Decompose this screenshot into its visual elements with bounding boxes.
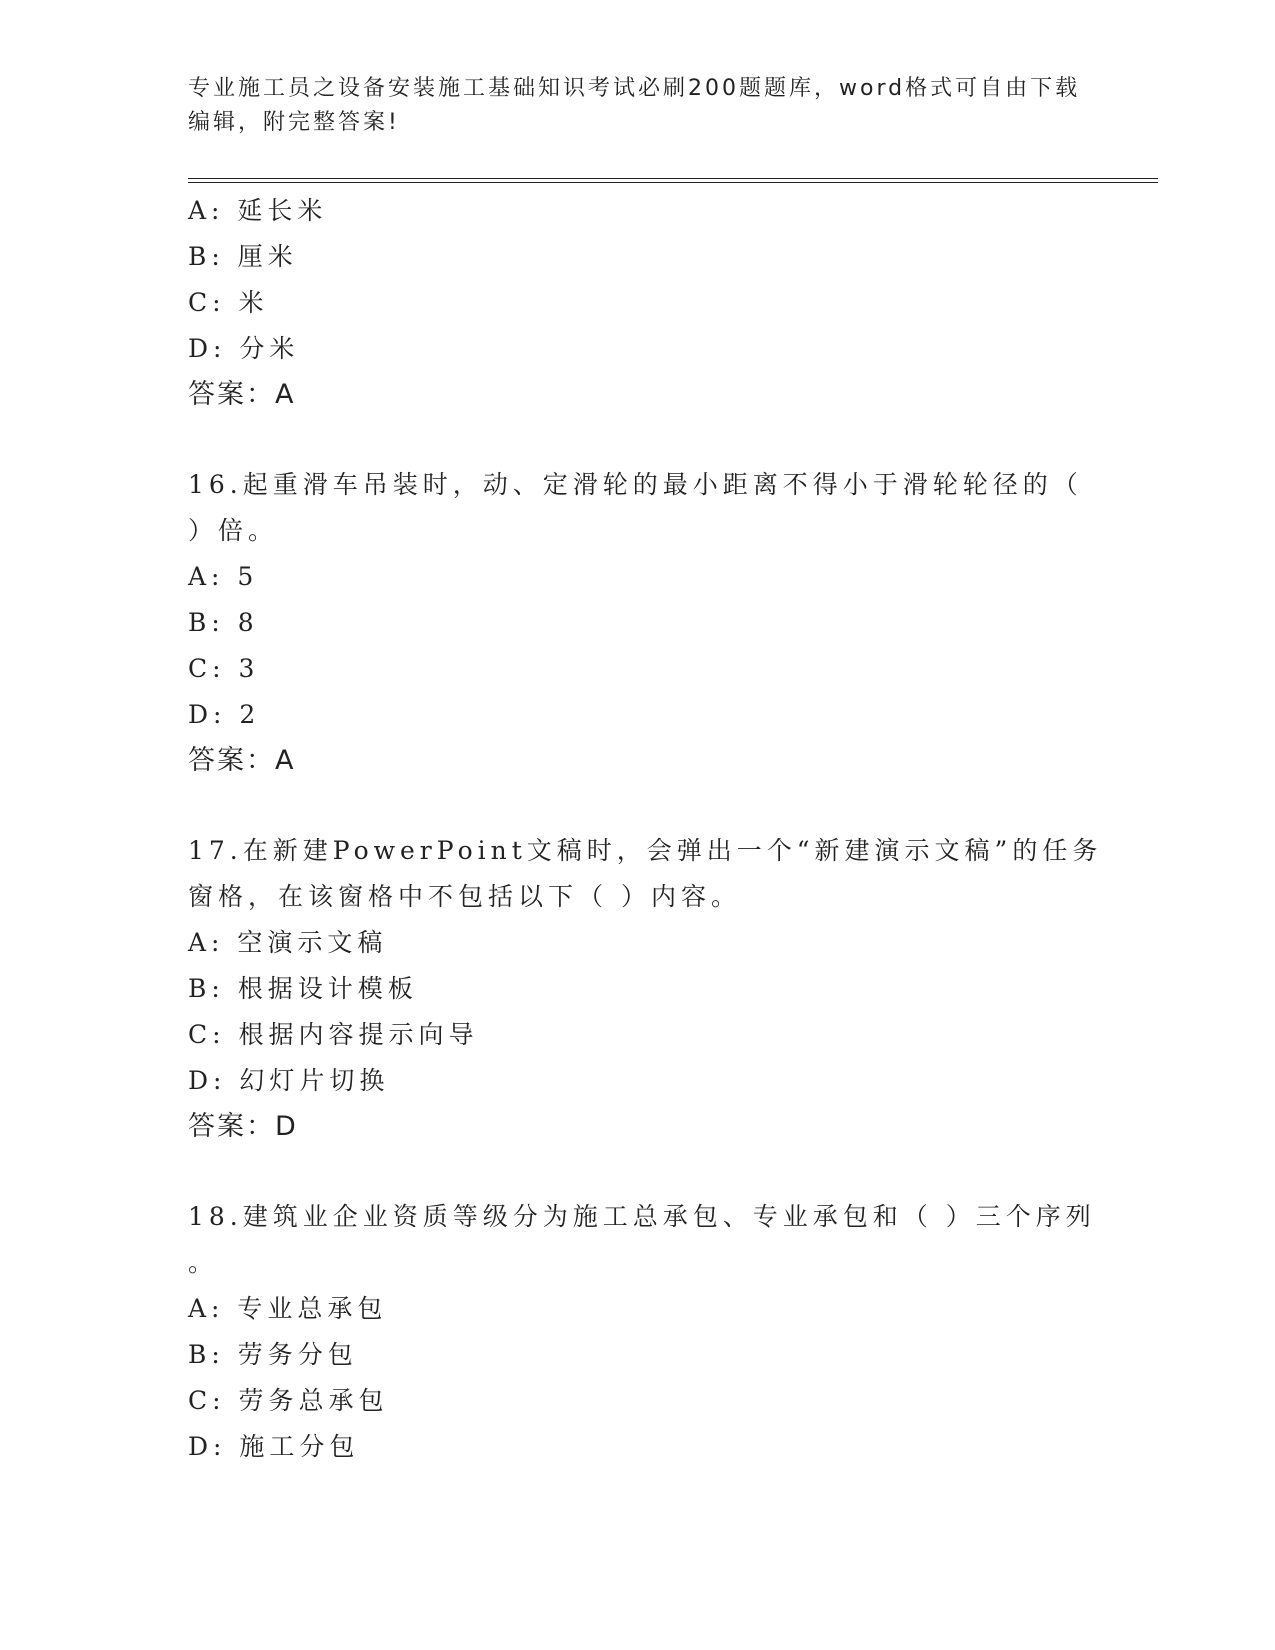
question-text-line-2: 窗格，在该窗格中不包括以下（ ）内容。 [188,882,741,911]
header-line-2: 编辑，附完整答案! [188,110,400,135]
question-list [188,188,1103,1470]
question-16 [188,462,1088,784]
question-text-line-1: 17.在新建PowerPoint文稿时，会弹出一个“新建演示文稿”的任务 [188,836,1103,865]
question-text-line-2: ）倍。 [188,516,279,545]
option-d: D: 幻灯片切换 [188,1066,390,1095]
option-d: D: 分米 [188,334,300,363]
option-b: B: 根据设计模板 [188,974,418,1003]
option-a: A: 专业总承包 [188,1294,388,1323]
answer: 答案：A [188,745,296,776]
header-divider [188,178,1158,183]
option-c: C: 3 [188,654,260,683]
question-text-line-1: 18.建筑业企业资质等级分为施工总承包、专业承包和（ ）三个序列 [188,1202,1096,1231]
header-line-1: 专业施工员之设备安装施工基础知识考试必刷200题题库，word格式可自由下载 [188,76,1081,101]
option-b: B: 厘米 [188,242,298,271]
question-18 [188,1194,1096,1470]
question-text-line-1: 16.起重滑车吊装时，动、定滑轮的最小距离不得小于滑轮轮径的（ [188,470,1083,499]
question-15 [188,188,1088,418]
document-header [188,72,1088,140]
option-a: A: 5 [188,562,259,591]
option-a: A: 空演示文稿 [188,928,388,957]
option-b: B: 8 [188,608,259,637]
option-c: C: 根据内容提示向导 [188,1020,479,1049]
option-d: D: 2 [188,700,261,729]
question-text-line-2: 。 [188,1248,219,1277]
question-17 [188,828,1103,1150]
option-c: C: 劳务总承包 [188,1386,389,1415]
option-c: C: 米 [188,288,269,317]
answer: 答案：D [188,1111,298,1142]
option-b: B: 劳务分包 [188,1340,358,1369]
answer: 答案：A [188,379,296,410]
option-a: A: 延长米 [188,196,328,225]
option-d: D: 施工分包 [188,1432,360,1461]
